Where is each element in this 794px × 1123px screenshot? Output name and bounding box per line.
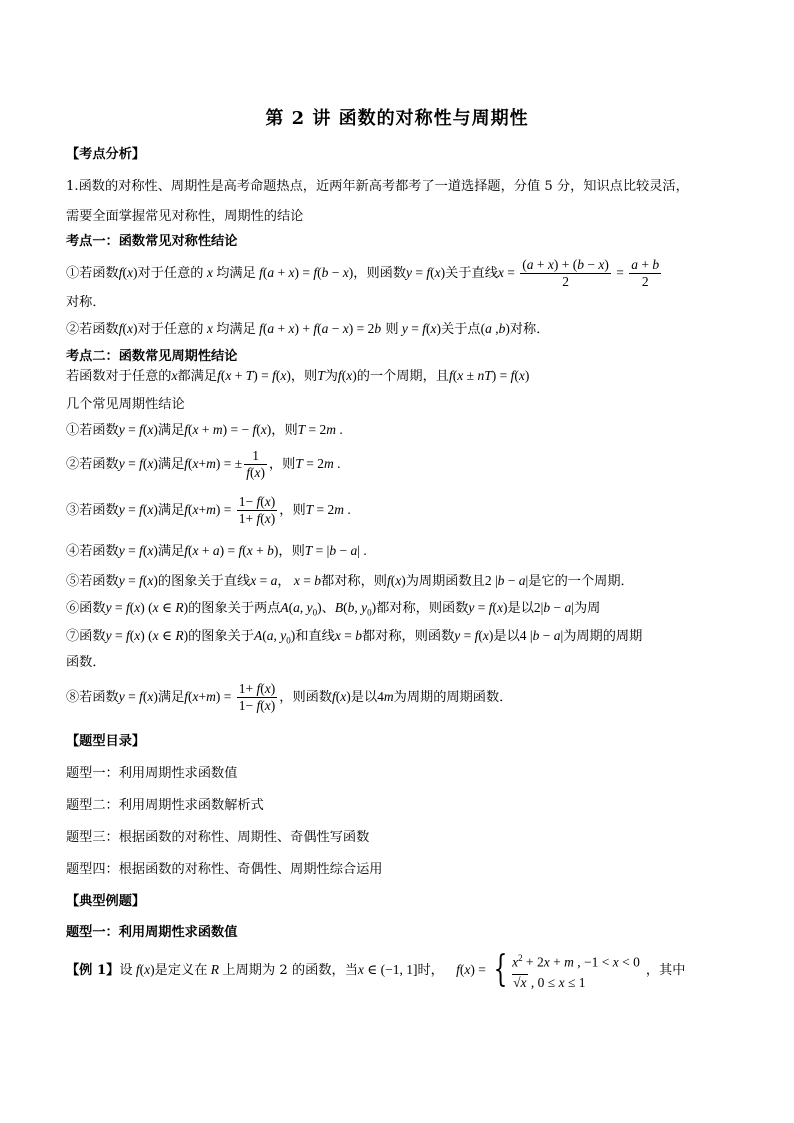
type1-heading: 题型一：利用周期性求函数值 xyxy=(66,925,238,940)
common-results: 几个常见周期性结论 xyxy=(66,397,185,412)
symmetry-item-1: ①若函数f(x)对于任意的 x 均满足 f(a + x) = f(b − x)，则函数y = f(x)关于直线x = $\frac{(a + x) + (b - x)}{2}$ = $\frac{a + b}{2}$ xyxy=(66,257,660,289)
period-result-6: ⑥函数y = f(x) (x ∈ R)的图象关于两点A(a, $y_0$)、B(b, $y_0$)都对称，则函数y = f(x)是以2|b − a|为周 xyxy=(66,600,601,618)
period-result-7: ⑦函数y = f(x) (x ∈ R)的图象关于A(a, $y_0$)和直线x = b都对称，则函数y = f(x)是以4 |b − a|为周期的周期 xyxy=(66,628,643,646)
point2-heading: 考点二：函数常见周期性结论 xyxy=(66,349,238,364)
intro-line-1: 1.函数的对称性、周期性是高考命题热点，近两年新高考都考了一道选择题，分值 5 分，知识点比较灵活， xyxy=(66,179,689,194)
intro-line-2: 需要全面掌握常见对称性，周期性的结论 xyxy=(66,209,304,224)
symmetry-item-2: ②若函数f(x)对于任意的 x 均满足 f(a + x) + f(a − x) = 2b 则 y = f(x)关于点(a ,b)对称． xyxy=(66,321,550,337)
section-analysis: 【考点分析】 xyxy=(66,147,146,162)
symmetry-item-1-end: 对称． xyxy=(66,295,106,310)
page-title: 第 2 讲 函数的对称性与周期性 xyxy=(265,108,529,129)
section-catalog: 【题型目录】 xyxy=(66,734,146,749)
period-result-5: ⑤若函数y = f(x)的图象关于直线x = a， x = b都对称，则f(x)为周期函数且2 |b − a|是它的一个周期． xyxy=(66,573,634,589)
period-result-2: ②若函数y = f(x)满足f(x+m) = ± $\frac{1}{f(x)}$ ，则T = 2m . xyxy=(66,448,341,480)
point1-heading: 考点一：函数常见对称性结论 xyxy=(66,234,238,249)
period-result-7-end: 函数． xyxy=(66,655,106,670)
section-examples: 【典型例题】 xyxy=(66,894,146,909)
piecewise-cases: $x^2 + 2x + m$ , −1 < x < 0 √x , 0 ≤ x ≤ 1 xyxy=(512,953,640,990)
period-result-3: ③若函数y = f(x)满足f(x+m) = $\frac{1- f(x)}{1+ f(x)}$ ，则T = 2m . xyxy=(66,494,351,526)
cases-brace: { xyxy=(493,949,508,991)
period-result-4: ④若函数y = f(x)满足f(x + a) = f(x + b)，则T = |b − a| . xyxy=(66,543,367,559)
catalog-item-2: 题型二：利用周期性求函数解析式 xyxy=(66,798,264,813)
period-result-8: ⑧若函数y = f(x)满足f(x+m) = $\frac{1+ f(x)}{1- f(x)}$ ，则函数f(x)是以4m为周期的周期函数． xyxy=(66,681,513,713)
catalog-item-4: 题型四：根据函数的对称性、奇偶性、周期性综合运用 xyxy=(66,862,383,877)
period-intro: 若函数对于任意的x都满足f(x + T) = f(x)，则T为f(x)的一个周期，且f(x ± nT) = f(x) xyxy=(66,368,530,384)
example-1-label: 【例 1】 xyxy=(66,962,120,978)
catalog-item-1: 题型一：利用周期性求函数值 xyxy=(66,766,238,781)
catalog-item-3: 题型三：根据函数的对称性、周期性、奇偶性写函数 xyxy=(66,830,370,845)
example-1: 【例 1】设 f(x)是定义在 R 上周期为 2 的函数，当x ∈ (−1, 1]时， f(x) = { $x^2 + 2x + m$ , −1 < x < 0 √x , 0 ≤ x ≤ 1 ，其中 xyxy=(66,948,738,993)
period-result-1: ①若函数y = f(x)满足f(x + m) = − f(x)，则T = 2m . xyxy=(66,422,343,438)
